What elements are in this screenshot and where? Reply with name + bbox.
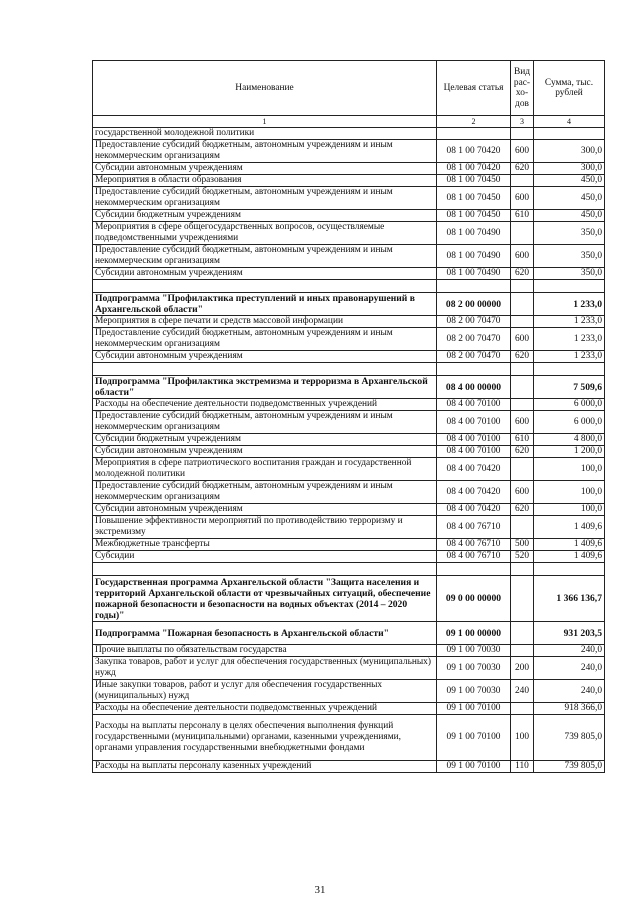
row-vid-cell: 600 — [511, 140, 534, 163]
row-sum-cell: 1 233,0 — [534, 328, 605, 351]
row-name-cell — [93, 363, 437, 376]
row-name-cell: Повышение эффективности мероприятий по противодействию терроризму и экстремизму — [93, 516, 437, 539]
row-sum-cell: 739 805,0 — [534, 715, 605, 761]
row-name-cell: государственной молодежной политики — [93, 128, 437, 140]
row-code-cell: 08 4 00 76710 — [437, 516, 511, 539]
row-code-cell — [437, 128, 511, 140]
table-row — [93, 411, 605, 434]
row-name-cell: Подпрограмма "Профилактика экстремизма и терроризма в Архангельской области" — [93, 376, 437, 399]
row-vid-cell: 610 — [511, 210, 534, 222]
column-number: 2 — [437, 116, 511, 128]
table-row — [93, 481, 605, 504]
table-row — [93, 293, 605, 316]
row-vid-cell — [511, 128, 534, 140]
row-sum-cell: 1 200,0 — [534, 446, 605, 458]
row-code-cell: 08 2 00 70470 — [437, 328, 511, 351]
row-sum-cell: 350,0 — [534, 268, 605, 280]
row-name-cell: Предоставление субсидий бюджетным, автономным учреждениям и иным некоммерческим организациям — [93, 481, 437, 504]
table-row — [93, 551, 605, 563]
row-sum-cell: 300,0 — [534, 163, 605, 175]
row-vid-cell — [511, 399, 534, 411]
column-number-row — [93, 116, 605, 128]
row-code-cell: 08 1 00 70420 — [437, 163, 511, 175]
row-code-cell: 09 1 00 70100 — [437, 715, 511, 761]
row-name-cell: Субсидии автономным учреждениям — [93, 268, 437, 280]
row-sum-cell: 100,0 — [534, 481, 605, 504]
row-code-cell: 08 1 00 70490 — [437, 268, 511, 280]
column-number: 3 — [511, 116, 534, 128]
row-sum-cell: 450,0 — [534, 187, 605, 210]
row-name-cell: Прочие выплаты по обязательствам государства — [93, 645, 437, 657]
row-sum-cell: 1 233,0 — [534, 316, 605, 328]
row-name-cell: Предоставление субсидий бюджетным, автономным учреждениям и иным некоммерческим организациям — [93, 411, 437, 434]
row-name-cell: Расходы на обеспечение деятельности подведомственных учреждений — [93, 399, 437, 411]
table-row — [93, 376, 605, 399]
row-code-cell: 08 2 00 70470 — [437, 351, 511, 363]
row-code-cell: 09 1 00 70030 — [437, 645, 511, 657]
row-vid-cell — [511, 363, 534, 376]
row-vid-cell: 100 — [511, 715, 534, 761]
row-name-cell: Иные закупки товаров, работ и услуг для обеспечения государственных (муниципальных) нужд — [93, 680, 437, 703]
table-row — [93, 328, 605, 351]
row-vid-cell: 620 — [511, 268, 534, 280]
row-sum-cell: 350,0 — [534, 222, 605, 245]
row-sum-cell: 918 366,0 — [534, 703, 605, 715]
row-vid-cell — [511, 376, 534, 399]
row-name-cell: Субсидии бюджетным учреждениям — [93, 210, 437, 222]
row-sum-cell: 1 233,0 — [534, 351, 605, 363]
table-row — [93, 175, 605, 187]
row-name-cell: Субсидии — [93, 551, 437, 563]
row-code-cell: 08 1 00 70420 — [437, 140, 511, 163]
column-number: 1 — [93, 116, 437, 128]
row-vid-cell: 520 — [511, 551, 534, 563]
row-code-cell: 08 1 00 70450 — [437, 175, 511, 187]
table-row — [93, 245, 605, 268]
row-code-cell: 08 4 00 70100 — [437, 411, 511, 434]
row-sum-cell: 6 000,0 — [534, 411, 605, 434]
row-name-cell — [93, 280, 437, 293]
table-row — [93, 316, 605, 328]
row-sum-cell: 450,0 — [534, 175, 605, 187]
table-row — [93, 210, 605, 222]
row-code-cell — [437, 563, 511, 576]
row-vid-cell: 620 — [511, 351, 534, 363]
row-code-cell: 08 4 00 70100 — [437, 446, 511, 458]
row-code-cell: 08 4 00 70420 — [437, 504, 511, 516]
row-code-cell: 09 1 00 70100 — [437, 761, 511, 773]
row-vid-cell — [511, 622, 534, 645]
table-row — [93, 351, 605, 363]
row-vid-cell — [511, 293, 534, 316]
row-code-cell: 08 4 00 70100 — [437, 434, 511, 446]
row-code-cell: 08 4 00 70420 — [437, 481, 511, 504]
row-sum-cell: 739 805,0 — [534, 761, 605, 773]
row-vid-cell — [511, 175, 534, 187]
table-row — [93, 645, 605, 657]
row-vid-cell: 600 — [511, 328, 534, 351]
row-vid-cell — [511, 316, 534, 328]
spacer-row — [93, 563, 605, 576]
row-code-cell: 08 4 00 70420 — [437, 458, 511, 481]
row-sum-cell: 1 409,6 — [534, 516, 605, 539]
row-sum-cell: 1 366 136,7 — [534, 576, 605, 622]
table-row — [93, 458, 605, 481]
row-sum-cell: 6 000,0 — [534, 399, 605, 411]
row-vid-cell: 610 — [511, 434, 534, 446]
table-row — [93, 657, 605, 680]
row-name-cell: Межбюджетные трансферты — [93, 539, 437, 551]
table-row — [93, 715, 605, 761]
row-code-cell: 09 0 00 00000 — [437, 576, 511, 622]
row-vid-cell: 200 — [511, 657, 534, 680]
row-code-cell: 08 1 00 70490 — [437, 222, 511, 245]
row-code-cell: 08 2 00 00000 — [437, 293, 511, 316]
row-sum-cell — [534, 280, 605, 293]
row-code-cell: 09 1 00 00000 — [437, 622, 511, 645]
table-row — [93, 140, 605, 163]
table-row — [93, 622, 605, 645]
row-name-cell: Расходы на выплаты персоналу казенных учреждений — [93, 761, 437, 773]
row-vid-cell — [511, 645, 534, 657]
row-name-cell: Предоставление субсидий бюджетным, автономным учреждениям и иным некоммерческим организациям — [93, 187, 437, 210]
row-code-cell: 08 4 00 76710 — [437, 551, 511, 563]
table-row — [93, 703, 605, 715]
row-vid-cell: 600 — [511, 245, 534, 268]
table-row — [93, 268, 605, 280]
table-header-row — [93, 61, 605, 116]
row-name-cell: Субсидии автономным учреждениям — [93, 446, 437, 458]
row-code-cell: 08 4 00 76710 — [437, 539, 511, 551]
table-row — [93, 504, 605, 516]
row-vid-cell: 620 — [511, 446, 534, 458]
row-vid-cell — [511, 222, 534, 245]
table-row — [93, 761, 605, 773]
row-vid-cell — [511, 458, 534, 481]
row-vid-cell: 240 — [511, 680, 534, 703]
row-name-cell: Субсидии автономным учреждениям — [93, 351, 437, 363]
row-code-cell: 09 1 00 70030 — [437, 680, 511, 703]
spacer-row — [93, 280, 605, 293]
row-vid-cell: 600 — [511, 187, 534, 210]
table-row — [93, 163, 605, 175]
row-name-cell: Предоставление субсидий бюджетным, автономным учреждениям и иным некоммерческим организациям — [93, 245, 437, 268]
row-name-cell: Расходы на обеспечение деятельности подведомственных учреждений — [93, 703, 437, 715]
table-row — [93, 187, 605, 210]
row-code-cell — [437, 363, 511, 376]
row-code-cell: 08 4 00 70100 — [437, 399, 511, 411]
table-row — [93, 539, 605, 551]
row-vid-cell — [511, 280, 534, 293]
row-sum-cell: 240,0 — [534, 645, 605, 657]
row-name-cell: Субсидии автономным учреждениям — [93, 163, 437, 175]
row-name-cell: Мероприятия в сфере печати и средств массовой информации — [93, 316, 437, 328]
row-code-cell: 09 1 00 70100 — [437, 703, 511, 715]
row-sum-cell: 1 409,6 — [534, 539, 605, 551]
row-vid-cell: 620 — [511, 163, 534, 175]
row-name-cell: Субсидии бюджетным учреждениям — [93, 434, 437, 446]
row-name-cell: Мероприятия в сфере общегосударственных вопросов, осуществляемые подведомственными учреждениями — [93, 222, 437, 245]
row-vid-cell — [511, 516, 534, 539]
row-name-cell: Предоставление субсидий бюджетным, автономным учреждениям и иным некоммерческим организациям — [93, 328, 437, 351]
row-name-cell: Предоставление субсидий бюджетным, автономным учреждениям и иным некоммерческим организациям — [93, 140, 437, 163]
spacer-row — [93, 363, 605, 376]
row-vid-cell — [511, 576, 534, 622]
row-vid-cell: 500 — [511, 539, 534, 551]
row-code-cell: 08 4 00 00000 — [437, 376, 511, 399]
row-sum-cell: 240,0 — [534, 657, 605, 680]
row-vid-cell: 620 — [511, 504, 534, 516]
row-sum-cell: 100,0 — [534, 458, 605, 481]
table-row — [93, 434, 605, 446]
row-sum-cell: 300,0 — [534, 140, 605, 163]
row-sum-cell: 350,0 — [534, 245, 605, 268]
row-sum-cell — [534, 563, 605, 576]
header-vid: Вид рас-хо-дов — [511, 61, 534, 116]
column-number: 4 — [534, 116, 605, 128]
row-sum-cell: 1 233,0 — [534, 293, 605, 316]
table-row — [93, 399, 605, 411]
table-row — [93, 576, 605, 622]
row-code-cell: 08 1 00 70450 — [437, 210, 511, 222]
row-sum-cell: 450,0 — [534, 210, 605, 222]
table-row — [93, 222, 605, 245]
row-name-cell — [93, 563, 437, 576]
row-name-cell: Мероприятия в сфере патриотического воспитания граждан и государственной молодежной политики — [93, 458, 437, 481]
row-sum-cell — [534, 363, 605, 376]
table-row — [93, 680, 605, 703]
row-sum-cell: 7 509,6 — [534, 376, 605, 399]
row-sum-cell: 931 203,5 — [534, 622, 605, 645]
table-row — [93, 516, 605, 539]
page-number: 31 — [314, 884, 326, 896]
row-sum-cell: 100,0 — [534, 504, 605, 516]
row-name-cell: Подпрограмма "Профилактика преступлений и иных правонарушений в Архангельской области" — [93, 293, 437, 316]
row-vid-cell — [511, 563, 534, 576]
row-vid-cell: 600 — [511, 481, 534, 504]
row-vid-cell: 110 — [511, 761, 534, 773]
row-code-cell — [437, 280, 511, 293]
row-name-cell: Закупка товаров, работ и услуг для обеспечения государственных (муниципальных) нужд — [93, 657, 437, 680]
row-sum-cell: 1 409,6 — [534, 551, 605, 563]
row-sum-cell: 4 800,0 — [534, 434, 605, 446]
header-name: Наименование — [93, 61, 437, 116]
row-vid-cell — [511, 703, 534, 715]
table-row — [93, 128, 605, 140]
row-code-cell: 08 1 00 70450 — [437, 187, 511, 210]
budget-table — [92, 60, 605, 773]
table-row — [93, 446, 605, 458]
row-name-cell: Государственная программа Архангельской области "Защита населения и территорий Архангельской области от чрезвычайных ситуаций, обеспечение пожарной безопасности и безопасности на водных объектах (2014 – 2020 годы)" — [93, 576, 437, 622]
header-sum: Сумма, тыс. рублей — [534, 61, 605, 116]
row-code-cell: 09 1 00 70030 — [437, 657, 511, 680]
row-sum-cell — [534, 128, 605, 140]
row-name-cell: Субсидии автономным учреждениям — [93, 504, 437, 516]
row-code-cell: 08 1 00 70490 — [437, 245, 511, 268]
row-name-cell: Мероприятия в области образования — [93, 175, 437, 187]
row-sum-cell: 240,0 — [534, 680, 605, 703]
row-vid-cell: 600 — [511, 411, 534, 434]
header-code: Целевая статья — [437, 61, 511, 116]
row-name-cell: Расходы на выплаты персоналу в целях обеспечения выполнения функций государственными (муниципальными) органами, казенными учреждениями, органами управления государственными внебюджетными фондами — [93, 715, 437, 761]
row-name-cell: Подпрограмма "Пожарная безопасность в Архангельской области" — [93, 622, 437, 645]
row-code-cell: 08 2 00 70470 — [437, 316, 511, 328]
